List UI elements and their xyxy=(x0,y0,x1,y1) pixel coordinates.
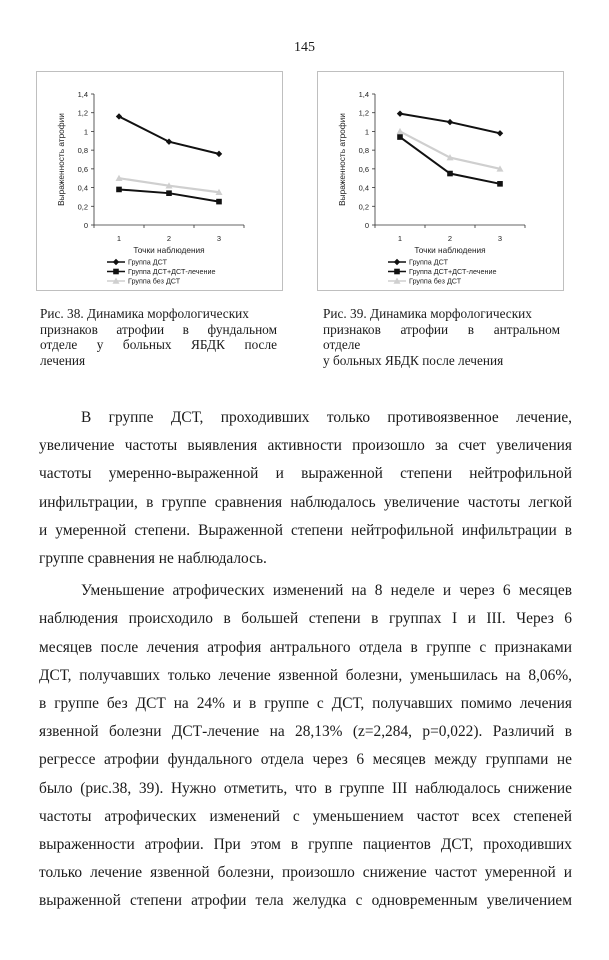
paragraph-line: выраженности атрофии. При этом в группе пациентов ДСТ, проходивших xyxy=(39,836,572,854)
chart-figure-38 xyxy=(36,71,283,291)
legend-entry: Группа ДСТ+ДСТ-лечение xyxy=(128,267,216,277)
legend-entry: Группа ДСТ+ДСТ-лечение xyxy=(409,267,497,277)
y-tick-label: 0,6 xyxy=(358,164,369,174)
caption-line: Рис. 39. Динамика морфологических xyxy=(323,306,532,321)
chart-39-svg xyxy=(318,72,563,290)
paragraph-line: было (рис.38, 39). Нужно отметить, что в группе III наблюдалось снижение xyxy=(39,779,572,797)
paragraph-line: ДСТ, получавших только лечение язвенной болезни, уменьшилась на 8,06%, xyxy=(39,666,572,684)
series-line xyxy=(119,116,219,153)
paragraph-line: группе сравнения не наблюдалось. xyxy=(39,550,267,568)
y-tick-label: 1,4 xyxy=(77,90,88,99)
series-line xyxy=(400,137,500,184)
y-tick-label: 0,8 xyxy=(358,146,369,156)
caption-line: Рис. 38. Динамика морфологических xyxy=(40,306,249,321)
caption-line: признаков атрофии в фундальном xyxy=(40,321,277,337)
data-point xyxy=(397,128,404,134)
y-tick-label: 0,8 xyxy=(77,146,88,156)
y-tick-label: 1,4 xyxy=(358,90,369,99)
legend-marker xyxy=(394,259,400,265)
data-point xyxy=(116,187,122,193)
legend-entry: Группа ДСТ xyxy=(128,257,167,267)
y-tick-label: 0,4 xyxy=(77,183,88,193)
y-tick-label: 0,2 xyxy=(77,202,88,212)
y-tick-label: 1 xyxy=(83,127,88,137)
series-line xyxy=(400,131,500,168)
page-number: 145 xyxy=(294,40,315,55)
y-tick-label: 0,4 xyxy=(358,183,369,193)
y-tick-label: 0 xyxy=(364,221,369,230)
paragraph-line: инфильтрации, в группе сравнения наблюдалось увеличение частоты легкой xyxy=(39,493,572,511)
legend-entry: Группа без ДСТ xyxy=(128,276,181,286)
y-tick-label: 0,6 xyxy=(77,164,88,174)
y-axis-label: Выраженность атрофии xyxy=(337,113,347,206)
body-text xyxy=(39,404,572,916)
x-axis-label: Точки наблюдения xyxy=(133,245,205,255)
y-tick-label: 1,2 xyxy=(358,108,369,118)
legend-entry: Группа ДСТ xyxy=(409,257,448,267)
x-tick-label: 1 xyxy=(397,234,403,243)
legend-marker xyxy=(394,269,400,275)
data-point xyxy=(166,190,172,196)
paragraph-line: регрессе атрофии фундального отдела через 6 месяцев между группами не xyxy=(39,751,572,769)
legend-marker xyxy=(113,259,119,265)
paragraph-line: месяцев после лечения атрофия антрального отдела в группе с признаками xyxy=(39,638,572,656)
data-point xyxy=(216,151,222,157)
x-tick-label: 2 xyxy=(447,234,453,243)
paragraph-line: увеличение частоты выявления активности произошло за счет увеличения xyxy=(39,437,572,455)
caption-line: лечения xyxy=(40,352,86,368)
data-point xyxy=(397,134,403,140)
legend-entry: Группа без ДСТ xyxy=(409,276,462,286)
caption-line: признаков атрофии в антральном xyxy=(323,321,560,337)
x-axis-label: Точки наблюдения xyxy=(414,245,486,255)
paragraph-line: В группе ДСТ, проходивших только противоязвенное лечение, xyxy=(81,409,572,426)
caption-line: у больных ЯБДК после лечения xyxy=(323,352,504,368)
legend-marker xyxy=(113,269,119,275)
data-point xyxy=(447,119,453,125)
y-tick-label: 0 xyxy=(83,221,88,230)
paragraph-line: выраженной степени атрофии тела желудка с одновременным увеличением xyxy=(39,892,572,910)
x-tick-label: 2 xyxy=(166,234,172,243)
paragraph-line: только лечение язвенной болезни, произошло снижение частот умеренной и xyxy=(39,864,572,882)
data-point xyxy=(397,110,403,116)
chart-legend xyxy=(388,258,496,286)
y-axis-label: Выраженность атрофии xyxy=(56,113,66,206)
data-point xyxy=(497,181,503,187)
paragraph-line: язвенной болезни ДСТ-лечение на 28,13% (z=2,284, p=0,022). Различий в xyxy=(39,723,572,741)
chart-legend xyxy=(107,258,215,286)
caption-fig-38 xyxy=(40,306,277,368)
caption-line: отделе xyxy=(323,337,361,352)
paragraph-line: частоты атрофических изменений с уменьшением частот всех степеней xyxy=(39,807,572,825)
x-tick-label: 1 xyxy=(116,234,122,243)
paragraph-line: наблюдения происходило в большей степени в группах I и III. Через 6 xyxy=(39,610,572,628)
chart-figure-39 xyxy=(317,71,564,291)
data-point xyxy=(447,171,453,177)
y-tick-label: 0,2 xyxy=(358,202,369,212)
y-tick-label: 1,2 xyxy=(77,108,88,118)
y-tick-label: 1 xyxy=(364,127,369,137)
x-tick-label: 3 xyxy=(497,234,503,243)
caption-line: отделе у больных ЯБДК после xyxy=(40,337,277,352)
paragraph-line: и умеренной степени. Выраженной степени нейтрофильной инфильтрации в xyxy=(39,521,572,539)
x-tick-label: 3 xyxy=(216,234,222,243)
paragraph-line: в группе без ДСТ на 24% и в группе с ДСТ, получавших помимо лечения xyxy=(39,695,572,713)
paragraph-line: Уменьшение атрофических изменений на 8 неделе и через 6 месяцев xyxy=(81,582,572,600)
data-point xyxy=(497,130,503,136)
data-point xyxy=(216,199,222,205)
chart-38-svg xyxy=(37,72,282,290)
caption-fig-39 xyxy=(323,306,560,368)
paragraph-line: частоты умеренно-выраженной и выраженной степени нейтрофильной xyxy=(39,465,572,483)
